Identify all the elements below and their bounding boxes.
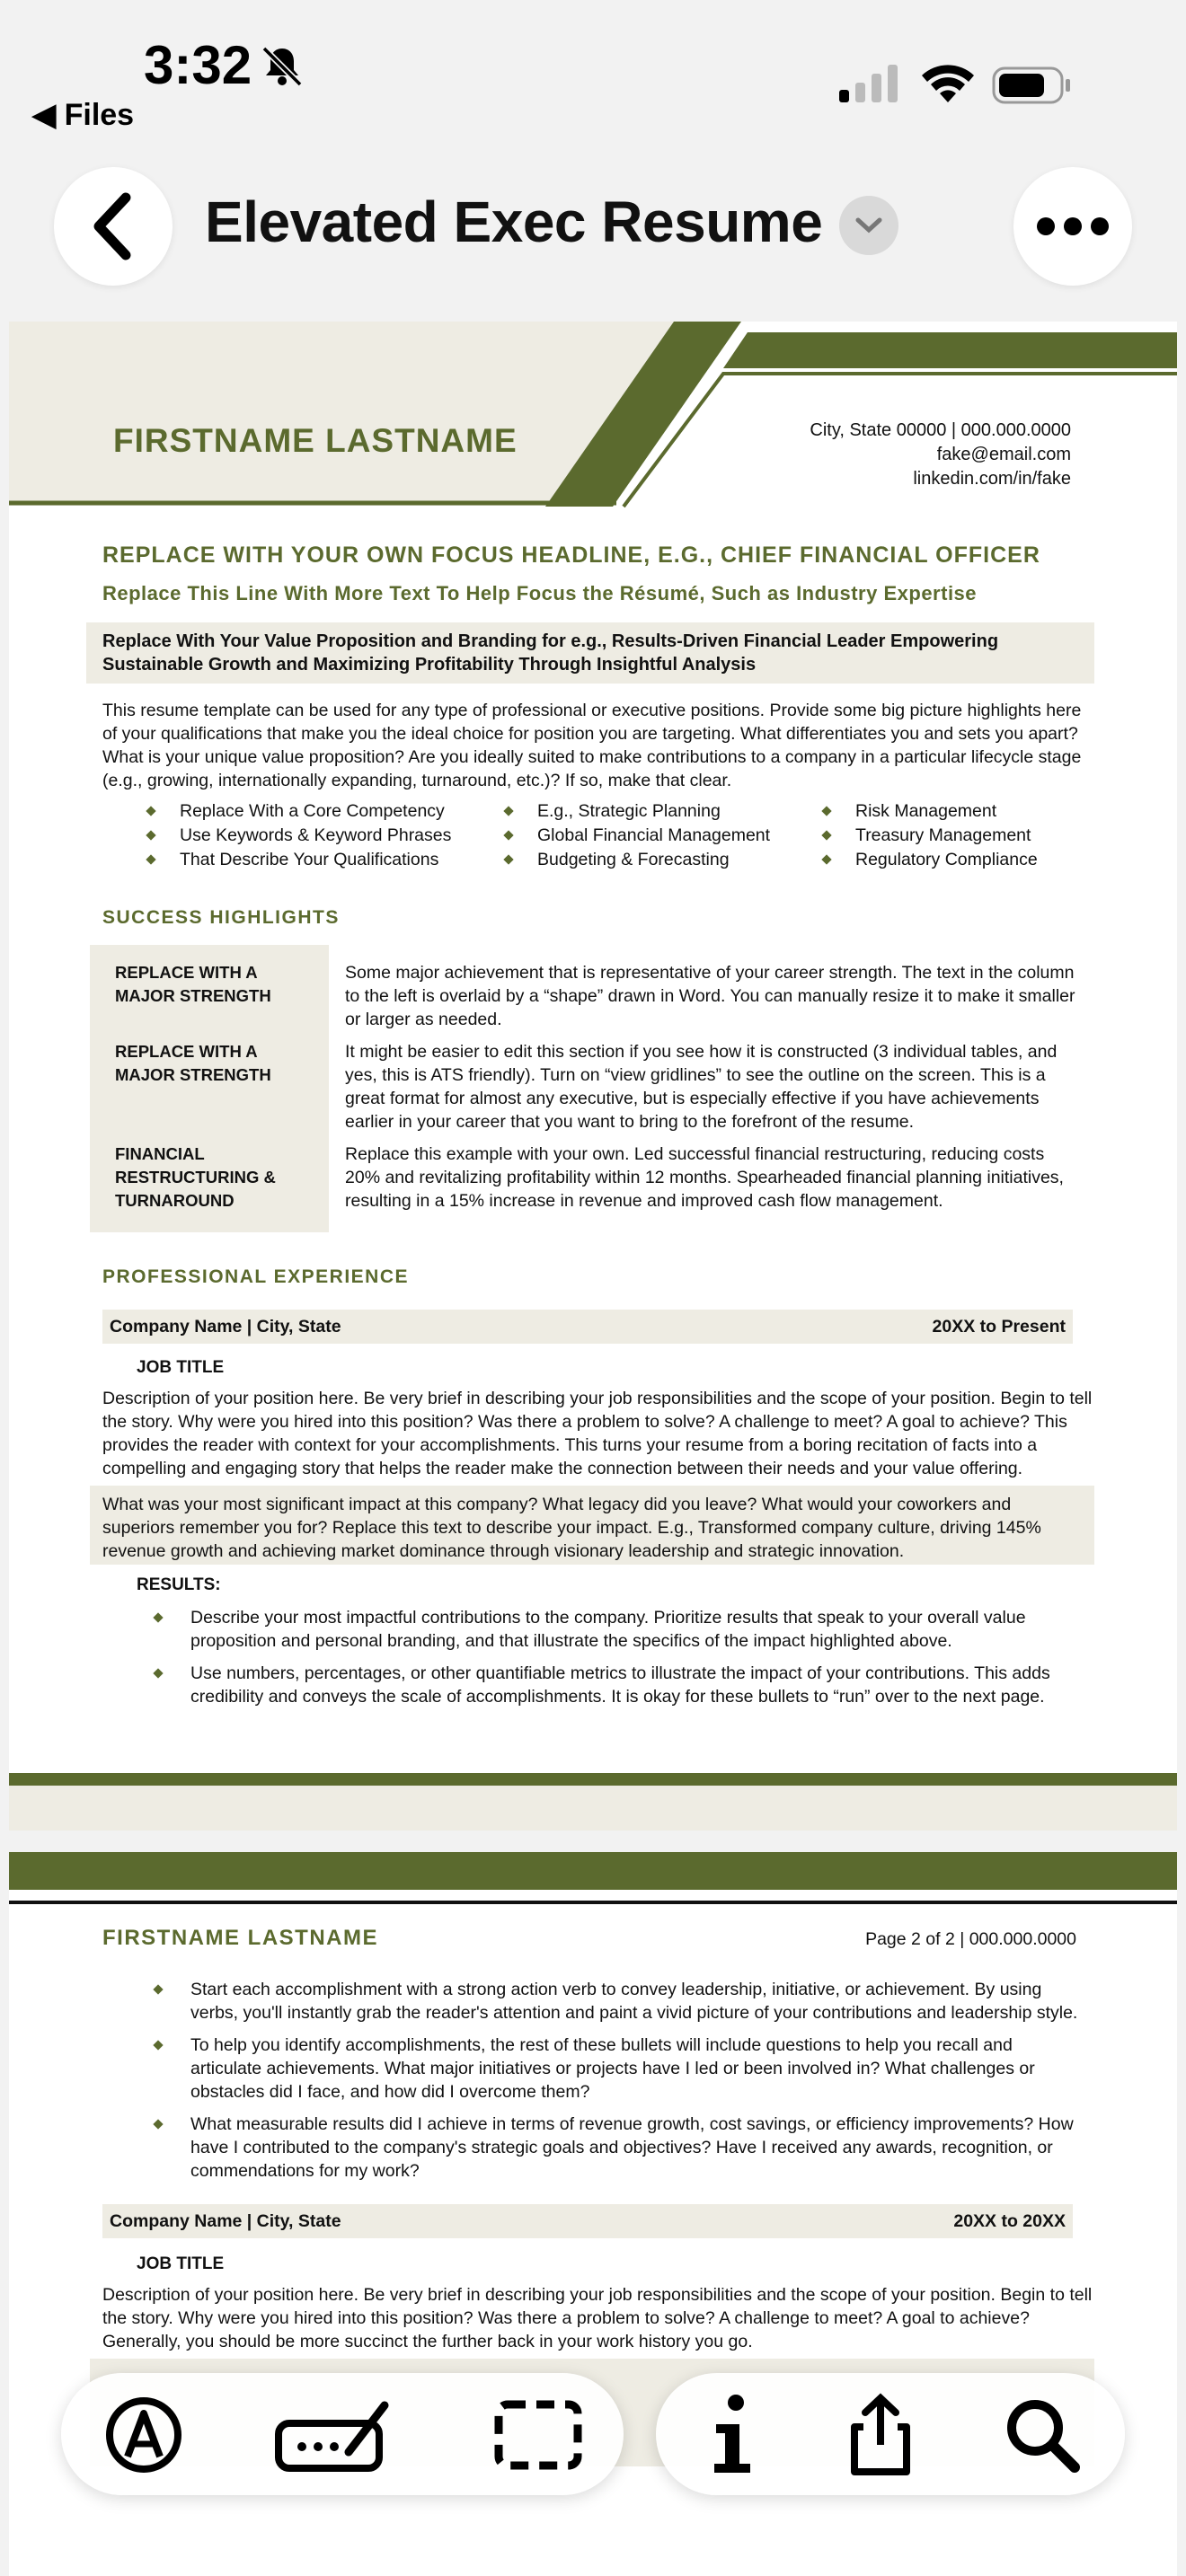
job-title: JOB TITLE: [137, 2254, 225, 2273]
highlight-label: FINANCIAL RESTRUCTURING & TURNAROUND: [115, 1144, 276, 1210]
back-to-files-link[interactable]: [32, 97, 134, 133]
highlight-text: It might be easier to edit this section if you see how it is constructed (3 individual tables, and yes, this is ATS friendly). Turn on “view gridlines” to see the outline on the screen. This is a great format for almost any executive, but is especially effective if you have achievements earlier in your career that you want to bring to the forefront of the resume.: [345, 1042, 1058, 1132]
keyword-item: Replace With a Core Competency: [147, 799, 451, 824]
footer-rule: [9, 1773, 1177, 1786]
company-name: Company Name | City, State: [110, 1317, 341, 1337]
accomplishment-bullet: Start each accomplishment with a strong action verb to convey leadership, initiative, or achievement. By using verbs, you'll instantly grab the reader's attention and paint a vivid picture of your contributions and leadership style.: [147, 1978, 1082, 2025]
status-bar: [0, 0, 1186, 153]
actions-toolbar: [656, 2373, 1125, 2495]
contact-line: linkedin.com/in/fake: [913, 469, 1071, 489]
summary-paragraph: This resume template can be used for any type of professional or executive positions. Provide some big picture highlights here of your qualifications that make you the ideal choice for position you are targeting. What differentiates you and sets you apart? What is your unique value proposition? Are you ideally suited to make contributions to a company in a particular lifecycle stage (e.g., growing, internationally expanding, turnaround, etc.)? If so, make that clear.: [102, 701, 1082, 790]
keyword-item: That Describe Your Qualifications: [147, 848, 451, 872]
info-icon: [705, 2394, 759, 2476]
title-menu-button[interactable]: [839, 196, 898, 255]
keyword-column: [505, 799, 770, 872]
focus-subheadline: Replace This Line With More Text To Help Focus the Résumé, Such as Industry Expertise: [102, 582, 978, 604]
result-bullet: Use numbers, percentages, or other quantifiable metrics to illustrate the impact of your contributions. This adds credibility and conveys the scale of accomplishments. It is okay for these bullets to “run” over to the next page.: [147, 1662, 1082, 1708]
keyword-item: Regulatory Compliance: [823, 848, 1038, 872]
contact-line: City, State 00000 | 000.000.0000: [810, 420, 1071, 440]
select-icon: [493, 2399, 583, 2471]
value-prop-line: Sustainable Growth and Maximizing Profitability Through Insightful Analysis: [102, 655, 757, 675]
focus-headline: REPLACE WITH YOUR OWN FOCUS HEADLINE, E.G., CHIEF FINANCIAL OFFICER: [102, 543, 1040, 568]
keyword-item: Global Financial Management: [505, 824, 770, 848]
signature-button[interactable]: [273, 2395, 390, 2475]
search-button[interactable]: [997, 2395, 1087, 2475]
job-description: Description of your position here. Be very brief in describing your job responsibilities and the scope of your position. Begin to tell the story. Why were you hired into this position? Was there a problem to solve? A challenge to meet? A goal to achieve? Generally, you should be more succinct the further back in your work history you go.: [102, 2285, 1093, 2351]
company-bar: [102, 1310, 1073, 1344]
back-files-label: Files: [64, 98, 135, 132]
signature-icon: [273, 2396, 390, 2474]
job-dates: 20XX to Present: [932, 1317, 1066, 1337]
more-button[interactable]: [1013, 167, 1132, 286]
more-icon: [1035, 216, 1111, 237]
job-title: JOB TITLE: [137, 1358, 225, 1377]
bell-slash-icon: [259, 43, 305, 90]
footer-band: [9, 1786, 1177, 1831]
chevron-down-icon: [854, 216, 883, 234]
highlight-label: REPLACE WITH A MAJOR STRENGTH: [115, 963, 271, 1005]
results-list: [147, 1606, 1082, 1717]
back-button[interactable]: [54, 167, 173, 286]
info-button[interactable]: [692, 2395, 773, 2475]
value-proposition: [86, 622, 1094, 684]
share-icon: [844, 2391, 917, 2477]
job-dates: 20XX to 20XX: [953, 2211, 1066, 2231]
markup-icon: [104, 2395, 183, 2475]
page2-header-rule: [9, 1901, 1177, 1904]
highlight-text: Replace this example with your own. Led successful financial restructuring, reducing costs 20% and revitalizing profitability within 12 months. Spearheaded financial planning initiatives, resulting in a 15% increase in revenue and improved cash flow management.: [345, 1144, 1064, 1211]
page2-page-info: Page 2 of 2 | 000.000.0000: [865, 1929, 1076, 1949]
highlight-label: REPLACE WITH A MAJOR STRENGTH: [115, 1042, 271, 1084]
contact-line: fake@email.com: [936, 445, 1071, 464]
share-button[interactable]: [836, 2389, 925, 2479]
back-chevron-icon: [86, 190, 140, 262]
impact-box: [90, 1486, 1094, 1565]
company-bar: [102, 2204, 1073, 2238]
keyword-item: Treasury Management: [823, 824, 1038, 848]
keyword-item: Risk Management: [823, 799, 1038, 824]
markup-button[interactable]: [99, 2395, 189, 2475]
keyword-item: E.g., Strategic Planning: [505, 799, 770, 824]
wifi-icon: [920, 63, 976, 104]
contact-info: [810, 419, 1071, 491]
company-name: Company Name | City, State: [110, 2211, 341, 2231]
impact-text: What was your most significant impact at this company? What legacy did you leave? What would your coworkers and superiors remember you for? Replace this text to describe your impact. E.g., Transformed company culture, driving 145% revenue growth and achieving market dominance through visionary leadership and strategic innovation.: [102, 1495, 1041, 1561]
highlight-text: Some major achievement that is representative of your career strength. The text in the column to the left is overlaid by a “shape” drawn in Word. You can manually resize it to make it smaller or larger as needed.: [345, 963, 1075, 1029]
result-bullet: Describe your most impactful contributions to the company. Prioritize results that speak to your overall value proposition and personal branding, and that illustrate the specifics of the impact highlighted above.: [147, 1606, 1082, 1653]
page2-bullets: [147, 1978, 1082, 2192]
section-title-experience: PROFESSIONAL EXPERIENCE: [102, 1266, 410, 1287]
results-label: RESULTS:: [137, 1575, 221, 1594]
search-icon: [1003, 2395, 1082, 2475]
page2-header-band: [9, 1852, 1177, 1890]
document-title[interactable]: Elevated Exec Resume: [205, 190, 823, 254]
keyword-item: Budgeting & Forecasting: [505, 848, 770, 872]
resume-name: FIRSTNAME LASTNAME: [113, 422, 518, 459]
page2-name: FIRSTNAME LASTNAME: [102, 1926, 378, 1950]
select-button[interactable]: [489, 2395, 588, 2475]
accomplishment-bullet: What measurable results did I achieve in terms of revenue growth, cost savings, or efficiency improvements? How have I contributed to the company's strategic goals and objectives? Have I received any awards, recognition, or commendations for my work?: [147, 2113, 1082, 2183]
markup-toolbar: [61, 2373, 624, 2495]
job-description: Description of your position here. Be very brief in describing your job responsibilities and the scope of your position. Begin to tell the story. Why were you hired into this position? Was there a problem to solve? A challenge to meet? A goal to achieve? This provides the reader with context for your accomplishments. This turns your resume from a boring recitation of facts into a compelling and engaging story that helps the reader make the connection between their needs and your value offering.: [102, 1389, 1093, 1478]
value-prop-line: Replace With Your Value Proposition and Branding for e.g., Results-Driven Financial Leader Empowering: [102, 631, 999, 651]
signal-icon: [839, 65, 902, 104]
status-time: 3:32: [144, 35, 252, 95]
back-triangle-icon: ◀: [32, 98, 57, 132]
section-title-highlights: SUCCESS HIGHLIGHTS: [102, 907, 340, 928]
keyword-column: [147, 799, 451, 872]
document-page-1[interactable]: [9, 322, 1177, 1831]
keyword-column: [823, 799, 1038, 872]
keyword-item: Use Keywords & Keyword Phrases: [147, 824, 451, 848]
accomplishment-bullet: To help you identify accomplishments, the rest of these bullets will include questions to help you recall and articulate achievements. What major initiatives or projects have I led or been involved in? What challenges or obstacles did I face, and how did I overcome them?: [147, 2033, 1082, 2104]
battery-icon: [992, 66, 1073, 104]
